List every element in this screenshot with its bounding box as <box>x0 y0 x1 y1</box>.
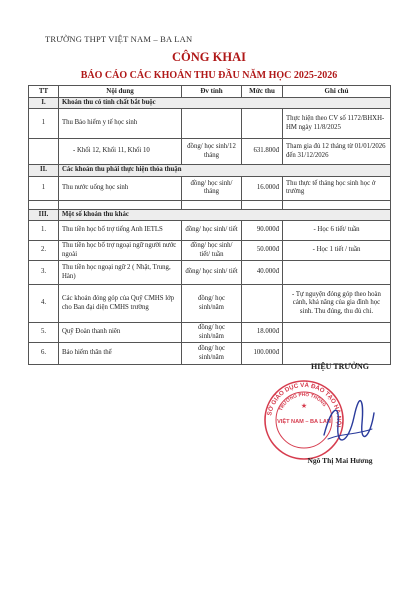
row-unit: đồng/ học sinh/ tiết/ tuần <box>182 241 242 261</box>
table-row <box>29 323 391 343</box>
section-title: Một số khoản thu khác <box>59 209 391 220</box>
row-note <box>283 323 391 343</box>
section-row <box>29 97 391 108</box>
row-note: - Tự nguyện đóng góp theo hoàn cảnh, khả năng của gia đình học sinh. Thu đúng, thu đủ chi. <box>283 285 391 323</box>
row-content: Thu tiền học ngoại ngữ 2 ( Nhật, Trung, Hàn) <box>59 261 182 285</box>
header-amount: Mức thu <box>242 86 283 98</box>
section-number: III. <box>29 209 59 220</box>
stamp-outer-textpath: SỞ GIÁO DỤC VÀ ĐÀO TẠO HÀ NỘI <box>266 381 343 428</box>
table-row <box>29 285 391 323</box>
row-content: Thu tiền học bổ trợ ngoại ngữ người nước ngoài <box>59 241 182 261</box>
spacer-row <box>29 200 391 209</box>
row-amount: 18.000đ <box>242 323 283 343</box>
table-row <box>29 109 391 139</box>
section-number: II. <box>29 165 59 176</box>
row-unit: đồng/ học sinh/12 tháng <box>182 139 242 165</box>
row-tt: 1. <box>29 221 59 241</box>
row-tt: 6. <box>29 343 59 365</box>
row-tt: 1 <box>29 176 59 200</box>
row-content: Quỹ Đoàn thanh niên <box>59 323 182 343</box>
row-tt: 3. <box>29 261 59 285</box>
row-content: - Khối 12, Khối 11, Khối 10 <box>59 139 182 165</box>
row-unit: đồng/ học sinh/ tiết <box>182 221 242 241</box>
row-tt: 5. <box>29 323 59 343</box>
header-tt: TT <box>29 86 59 98</box>
section-number: I. <box>29 97 59 108</box>
row-note <box>283 261 391 285</box>
row-note: - Học 1 tiết / tuần <box>283 241 391 261</box>
signer-title: HIỆU TRƯỞNG <box>310 362 369 371</box>
row-amount: 40.000đ <box>242 261 283 285</box>
document-title: CÔNG KHAI <box>172 50 246 64</box>
row-amount: 90.000đ <box>242 221 283 241</box>
section-row <box>29 165 391 176</box>
row-tt: 2. <box>29 241 59 261</box>
row-amount: 16.000đ <box>242 176 283 200</box>
row-unit: đồng/ học sinh/ tháng <box>182 176 242 200</box>
fee-table <box>28 85 391 365</box>
signer-name: Ngô Thị Mai Hương <box>307 456 373 465</box>
row-unit: đồng/ học sinh/năm <box>182 323 242 343</box>
row-amount <box>242 109 283 139</box>
row-content: Thu nước uống học sinh <box>59 176 182 200</box>
section-title: Các khoản thu phải thực hiện thỏa thuận <box>59 165 391 176</box>
table-row <box>29 261 391 285</box>
row-note: - Học 6 tiết/ tuần <box>283 221 391 241</box>
row-content: Bảo hiểm thân thể <box>59 343 182 365</box>
header-note: Ghi chú <box>283 86 391 98</box>
row-tt <box>29 139 59 165</box>
row-content: Thu tiền học bổ trợ tiếng Anh IETLS <box>59 221 182 241</box>
stamp-inner-textpath: TRƯỜNG PHỔ THÔNG <box>278 392 327 413</box>
section-row <box>29 209 391 220</box>
row-content: Thu Bảo hiểm y tế học sinh <box>59 109 182 139</box>
row-unit: đồng/ học sinh/năm <box>182 285 242 323</box>
table-row <box>29 139 391 165</box>
row-content: Các khoản đóng góp của Quỹ CMHS lớp cho Ban đại diện CMHS trường <box>59 285 182 323</box>
row-unit: đồng/ học sinh/ tiết <box>182 261 242 285</box>
stamp-center-text: VIỆT NAM – BA LAN <box>277 419 331 425</box>
row-unit: đồng/ học sinh/năm <box>182 343 242 365</box>
table-row <box>29 221 391 241</box>
table-row <box>29 241 391 261</box>
row-amount: 100.000đ <box>242 343 283 365</box>
row-amount <box>242 285 283 323</box>
header-content: Nội dung <box>59 86 182 98</box>
table-row <box>29 176 391 200</box>
row-tt: 4. <box>29 285 59 323</box>
row-note: Tham gia đủ 12 tháng từ 01/01/2026 đến 31/12/2026 <box>283 139 391 165</box>
header-unit: Đv tính <box>182 86 242 98</box>
row-tt: 1 <box>29 109 59 139</box>
row-note: Thu thực tế tháng học sinh học ở trường <box>283 176 391 200</box>
row-note: Thực hiện theo CV số 1172/BHXH-HM ngày 11/8/2025 <box>283 109 391 139</box>
table-header-row <box>29 86 391 98</box>
school-name: TRƯỜNG THPT VIỆT NAM – BA LAN <box>45 34 193 44</box>
row-amount: 50.000đ <box>242 241 283 261</box>
row-unit <box>182 109 242 139</box>
stamp-star-icon: ★ <box>300 402 308 410</box>
section-title: Khoản thu có tính chất bắt buộc <box>59 97 391 108</box>
row-amount: 631.800đ <box>242 139 283 165</box>
handwritten-signature <box>318 395 378 450</box>
document-subtitle: BÁO CÁO CÁC KHOẢN THU ĐẦU NĂM HỌC 2025-2026 <box>80 70 338 81</box>
